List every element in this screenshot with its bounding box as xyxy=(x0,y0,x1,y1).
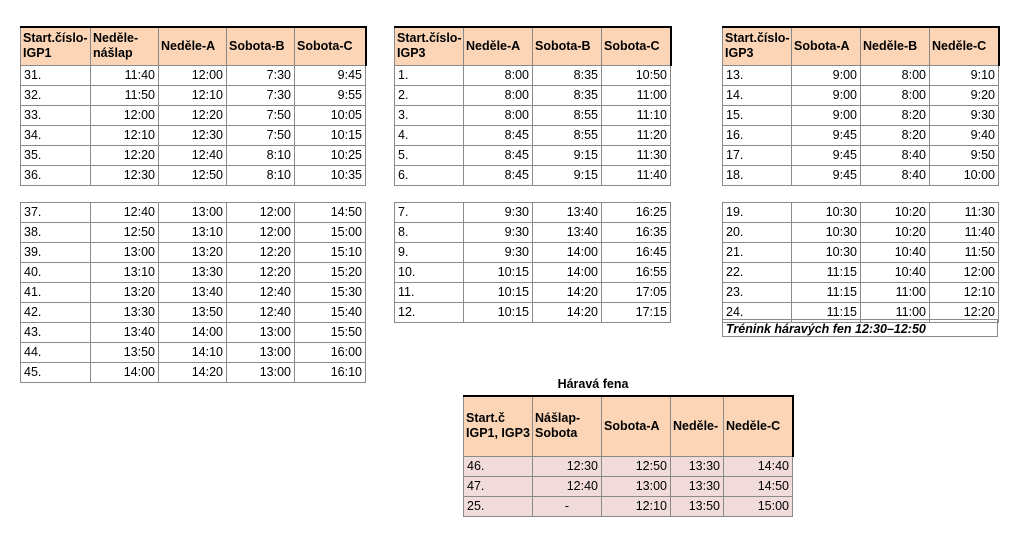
time-cell: 14:20 xyxy=(533,283,602,303)
time-cell: 11:40 xyxy=(602,165,671,185)
time-cell: 13:50 xyxy=(91,343,159,363)
header-row xyxy=(464,396,793,456)
time-cell: 14:40 xyxy=(724,456,793,476)
time-cell: 13:10 xyxy=(159,223,227,243)
time-cell: 9:55 xyxy=(295,85,366,105)
time-cell: 12:50 xyxy=(91,223,159,243)
time-cell: 12:20 xyxy=(227,263,295,283)
time-cell: 10:25 xyxy=(295,145,366,165)
time-cell: 13:40 xyxy=(533,223,602,243)
table-row xyxy=(395,65,671,85)
time-cell: 16:45 xyxy=(602,243,671,263)
time-cell: 16:35 xyxy=(602,223,671,243)
time-cell: 15:40 xyxy=(295,303,366,323)
start-number-cell: 41. xyxy=(21,283,91,303)
table-row xyxy=(464,476,793,496)
time-cell: 7:30 xyxy=(227,85,295,105)
start-number-cell: 45. xyxy=(21,363,91,383)
start-number-cell: 40. xyxy=(21,263,91,283)
start-number-cell: 1. xyxy=(395,65,464,85)
time-cell: 14:50 xyxy=(724,476,793,496)
start-number-cell: 15. xyxy=(723,105,792,125)
time-cell: 12:20 xyxy=(227,243,295,263)
table-row xyxy=(464,496,793,516)
table-row xyxy=(21,105,366,125)
start-number-cell: 25. xyxy=(464,496,533,516)
table-row xyxy=(21,125,366,145)
table-body xyxy=(21,203,366,383)
start-number-cell: 7. xyxy=(395,203,464,223)
time-cell: 9:50 xyxy=(930,145,999,165)
time-cell: 14:00 xyxy=(533,263,602,283)
time-cell: 17:15 xyxy=(602,303,671,323)
time-cell: 14:00 xyxy=(533,243,602,263)
time-cell: 12:00 xyxy=(91,105,159,125)
table-row xyxy=(21,303,366,323)
time-cell: 13:00 xyxy=(227,323,295,343)
start-number-cell: 6. xyxy=(395,165,464,185)
time-cell: 11:50 xyxy=(91,85,159,105)
start-number-cell: 37. xyxy=(21,203,91,223)
time-cell: 12:50 xyxy=(602,456,671,476)
table-body xyxy=(21,65,366,185)
header-cell: Neděle-C xyxy=(724,396,793,456)
header-row xyxy=(723,27,999,65)
start-number-cell: 20. xyxy=(723,223,792,243)
table-row xyxy=(395,303,671,323)
table-row xyxy=(21,223,366,243)
start-number-cell: 16. xyxy=(723,125,792,145)
time-cell: 10:15 xyxy=(464,303,533,323)
time-cell: 16:10 xyxy=(295,363,366,383)
start-number-cell: 32. xyxy=(21,85,91,105)
time-cell: 11:10 xyxy=(602,105,671,125)
time-cell: 10:35 xyxy=(295,165,366,185)
time-cell: 14:20 xyxy=(159,363,227,383)
start-number-cell: 34. xyxy=(21,125,91,145)
table-row xyxy=(395,223,671,243)
time-cell: 13:00 xyxy=(91,243,159,263)
start-number-cell: 46. xyxy=(464,456,533,476)
time-cell: 8:45 xyxy=(464,165,533,185)
igp3-table-b-bottom xyxy=(722,202,999,323)
start-number-cell: 4. xyxy=(395,125,464,145)
time-cell: 16:25 xyxy=(602,203,671,223)
table-row xyxy=(395,243,671,263)
table-row xyxy=(395,145,671,165)
time-cell: 12:20 xyxy=(159,105,227,125)
start-number-cell: 35. xyxy=(21,145,91,165)
time-cell: 10:40 xyxy=(861,263,930,283)
start-number-cell: 10. xyxy=(395,263,464,283)
heat-bitch-caption: Háravá fena xyxy=(557,377,629,391)
time-cell: 8:20 xyxy=(861,125,930,145)
start-number-cell: 13. xyxy=(723,65,792,85)
time-cell: 8:00 xyxy=(464,85,533,105)
time-cell: 10:30 xyxy=(792,203,861,223)
table-row xyxy=(21,85,366,105)
time-cell: 14:00 xyxy=(159,323,227,343)
time-cell: 8:00 xyxy=(861,85,930,105)
start-number-cell: 3. xyxy=(395,105,464,125)
time-cell: 12:40 xyxy=(159,145,227,165)
header-cell: Start.číslo-IGP3 xyxy=(723,27,792,65)
time-cell: 9:30 xyxy=(464,203,533,223)
start-number-cell: 39. xyxy=(21,243,91,263)
table-row xyxy=(723,223,999,243)
time-cell: 11:15 xyxy=(792,263,861,283)
time-cell: 10:15 xyxy=(295,125,366,145)
time-cell: 10:20 xyxy=(861,223,930,243)
table-row xyxy=(723,105,999,125)
time-cell: 14:20 xyxy=(533,303,602,323)
time-cell: 8:40 xyxy=(861,145,930,165)
time-cell: 8:00 xyxy=(861,65,930,85)
time-cell: 13:20 xyxy=(159,243,227,263)
header-row xyxy=(395,27,671,65)
time-cell: 10:50 xyxy=(602,65,671,85)
start-number-cell: 43. xyxy=(21,323,91,343)
time-cell: 10:00 xyxy=(930,165,999,185)
start-number-cell: 18. xyxy=(723,165,792,185)
time-cell: 10:40 xyxy=(861,243,930,263)
start-number-cell: 17. xyxy=(723,145,792,165)
time-cell: 12:50 xyxy=(159,165,227,185)
time-cell: 13:40 xyxy=(159,283,227,303)
table-row xyxy=(723,203,999,223)
time-cell: 8:35 xyxy=(533,85,602,105)
time-cell: 8:55 xyxy=(533,125,602,145)
start-number-cell: 47. xyxy=(464,476,533,496)
time-cell: 10:05 xyxy=(295,105,366,125)
time-cell: 7:30 xyxy=(227,65,295,85)
table-row xyxy=(395,105,671,125)
table-row xyxy=(723,65,999,85)
time-cell: 9:00 xyxy=(792,85,861,105)
time-cell: 8:00 xyxy=(464,105,533,125)
time-cell: 13:20 xyxy=(91,283,159,303)
start-number-cell: 42. xyxy=(21,303,91,323)
time-cell: 12:00 xyxy=(227,203,295,223)
header-cell: Neděle- xyxy=(671,396,724,456)
table-row xyxy=(395,263,671,283)
time-cell: 10:30 xyxy=(792,243,861,263)
time-cell: 16:00 xyxy=(295,343,366,363)
table-row xyxy=(723,165,999,185)
time-cell: 16:55 xyxy=(602,263,671,283)
start-number-cell: 36. xyxy=(21,165,91,185)
time-cell: 12:20 xyxy=(930,303,999,323)
time-cell: 12:00 xyxy=(930,263,999,283)
time-cell: 11:00 xyxy=(602,85,671,105)
header-cell: Sobota-A xyxy=(792,27,861,65)
table-row xyxy=(395,283,671,303)
table-row xyxy=(395,85,671,105)
time-cell: 12:30 xyxy=(159,125,227,145)
start-number-cell: 44. xyxy=(21,343,91,363)
start-number-cell: 38. xyxy=(21,223,91,243)
header-cell: Neděle-B xyxy=(861,27,930,65)
time-cell: 11:50 xyxy=(930,243,999,263)
header-cell: Sobota-B xyxy=(227,27,295,65)
table-row xyxy=(21,145,366,165)
start-number-cell: 33. xyxy=(21,105,91,125)
time-cell: 8:45 xyxy=(464,145,533,165)
igp3-table-a-bottom xyxy=(394,202,671,323)
time-cell: 13:00 xyxy=(227,343,295,363)
time-cell: 15:30 xyxy=(295,283,366,303)
time-cell: 12:40 xyxy=(227,283,295,303)
time-cell: 15:00 xyxy=(724,496,793,516)
time-cell: 9:00 xyxy=(792,105,861,125)
header-cell: Neděle-C xyxy=(930,27,999,65)
time-cell: 13:50 xyxy=(671,496,724,516)
time-cell: 9:45 xyxy=(792,165,861,185)
time-cell: 9:45 xyxy=(792,125,861,145)
start-number-cell: 19. xyxy=(723,203,792,223)
table-row xyxy=(723,243,999,263)
time-cell: 8:20 xyxy=(861,105,930,125)
time-cell: 13:10 xyxy=(91,263,159,283)
time-cell: 12:10 xyxy=(91,125,159,145)
time-cell: 12:00 xyxy=(159,65,227,85)
start-number-cell: 11. xyxy=(395,283,464,303)
time-cell: 15:00 xyxy=(295,223,366,243)
time-cell: 12:30 xyxy=(533,456,602,476)
table-row xyxy=(723,283,999,303)
table-row xyxy=(21,203,366,223)
table-row xyxy=(723,85,999,105)
table-row xyxy=(21,165,366,185)
table-row xyxy=(21,363,366,383)
table-row xyxy=(395,125,671,145)
time-cell: 10:30 xyxy=(792,223,861,243)
start-number-cell: 12. xyxy=(395,303,464,323)
time-cell: 9:45 xyxy=(295,65,366,85)
time-cell: 12:40 xyxy=(533,476,602,496)
time-cell: 9:15 xyxy=(533,145,602,165)
start-number-cell: 22. xyxy=(723,263,792,283)
time-cell: 8:00 xyxy=(464,65,533,85)
start-number-cell: 5. xyxy=(395,145,464,165)
time-cell: 12:10 xyxy=(930,283,999,303)
time-cell: 11:15 xyxy=(792,283,861,303)
header-cell: Neděle-A xyxy=(159,27,227,65)
table-row xyxy=(723,125,999,145)
igp3-table-a-top xyxy=(394,26,672,186)
table-row xyxy=(395,165,671,185)
time-cell: 9:20 xyxy=(930,85,999,105)
header-cell: Sobota-C xyxy=(295,27,366,65)
time-cell: 17:05 xyxy=(602,283,671,303)
time-cell: 11:40 xyxy=(91,65,159,85)
time-cell: 10:20 xyxy=(861,203,930,223)
time-cell: 13:30 xyxy=(671,456,724,476)
time-cell: 15:10 xyxy=(295,243,366,263)
table-row xyxy=(21,323,366,343)
time-cell: 14:00 xyxy=(91,363,159,383)
igp1-table-bottom xyxy=(20,202,366,383)
table-row xyxy=(464,456,793,476)
heat-bitch-table xyxy=(463,395,794,517)
time-cell: 9:30 xyxy=(930,105,999,125)
time-cell: 9:30 xyxy=(464,223,533,243)
time-cell: 8:55 xyxy=(533,105,602,125)
header-cell: Sobota-A xyxy=(602,396,671,456)
table-body xyxy=(723,65,999,185)
time-cell: 12:20 xyxy=(91,145,159,165)
header-row xyxy=(21,27,366,65)
time-cell: 12:40 xyxy=(91,203,159,223)
header-cell: Neděle-A xyxy=(464,27,533,65)
time-cell: 8:35 xyxy=(533,65,602,85)
table-row xyxy=(21,343,366,363)
time-cell: 13:40 xyxy=(91,323,159,343)
table-row xyxy=(21,243,366,263)
table-row xyxy=(21,263,366,283)
time-cell: 11:30 xyxy=(930,203,999,223)
time-cell: 12:00 xyxy=(227,223,295,243)
time-cell: 9:40 xyxy=(930,125,999,145)
time-cell: 7:50 xyxy=(227,105,295,125)
table-row xyxy=(723,145,999,165)
header-cell: Start.číslo-IGP1 xyxy=(21,27,91,65)
igp1-table-top xyxy=(20,26,367,186)
start-number-cell: 21. xyxy=(723,243,792,263)
time-cell: 11:30 xyxy=(602,145,671,165)
time-cell: 12:10 xyxy=(159,85,227,105)
time-cell: 11:00 xyxy=(861,283,930,303)
time-cell: 11:20 xyxy=(602,125,671,145)
table-body xyxy=(723,203,999,323)
time-cell: 13:00 xyxy=(602,476,671,496)
time-cell: 12:10 xyxy=(602,496,671,516)
header-cell: Neděle-nášlap xyxy=(91,27,159,65)
time-cell: 11:00 xyxy=(861,303,930,323)
header-cell: Nášlap-Sobota xyxy=(533,396,602,456)
table-row xyxy=(21,283,366,303)
time-cell: 13:50 xyxy=(159,303,227,323)
time-cell: 8:45 xyxy=(464,125,533,145)
time-cell: 8:10 xyxy=(227,165,295,185)
table-body xyxy=(464,456,793,516)
time-cell: 13:30 xyxy=(159,263,227,283)
start-number-cell: 2. xyxy=(395,85,464,105)
table-row xyxy=(395,203,671,223)
table-row xyxy=(21,65,366,85)
igp3-table-b-top xyxy=(722,26,1000,186)
time-cell: 12:30 xyxy=(91,165,159,185)
time-cell: 8:40 xyxy=(861,165,930,185)
time-cell: 9:00 xyxy=(792,65,861,85)
time-cell: 13:30 xyxy=(91,303,159,323)
start-number-cell: 9. xyxy=(395,243,464,263)
time-cell: 12:40 xyxy=(227,303,295,323)
time-cell: 14:50 xyxy=(295,203,366,223)
time-cell: 15:50 xyxy=(295,323,366,343)
time-cell: 11:15 xyxy=(792,303,861,323)
time-cell: 7:50 xyxy=(227,125,295,145)
time-cell: 15:20 xyxy=(295,263,366,283)
time-cell: 11:40 xyxy=(930,223,999,243)
header-cell: Sobota-B xyxy=(533,27,602,65)
start-number-cell: 31. xyxy=(21,65,91,85)
start-number-cell: 24. xyxy=(723,303,792,323)
time-cell: 13:00 xyxy=(227,363,295,383)
start-number-cell: 14. xyxy=(723,85,792,105)
training-note: Trénink háravých fen 12:30–12:50 xyxy=(722,319,998,337)
time-cell: 10:15 xyxy=(464,263,533,283)
time-cell: 9:10 xyxy=(930,65,999,85)
header-cell: Start.č IGP1, IGP3 xyxy=(464,396,533,456)
time-cell: 14:10 xyxy=(159,343,227,363)
time-cell: 10:15 xyxy=(464,283,533,303)
time-cell: - xyxy=(533,496,602,516)
time-cell: 9:45 xyxy=(792,145,861,165)
time-cell: 13:40 xyxy=(533,203,602,223)
start-number-cell: 23. xyxy=(723,283,792,303)
time-cell: 13:30 xyxy=(671,476,724,496)
time-cell: 9:15 xyxy=(533,165,602,185)
table-body xyxy=(395,65,671,185)
table-row xyxy=(723,263,999,283)
start-number-cell: 8. xyxy=(395,223,464,243)
time-cell: 9:30 xyxy=(464,243,533,263)
header-cell: Start.číslo-IGP3 xyxy=(395,27,464,65)
time-cell: 13:00 xyxy=(159,203,227,223)
time-cell: 8:10 xyxy=(227,145,295,165)
table-body xyxy=(395,203,671,323)
header-cell: Sobota-C xyxy=(602,27,671,65)
